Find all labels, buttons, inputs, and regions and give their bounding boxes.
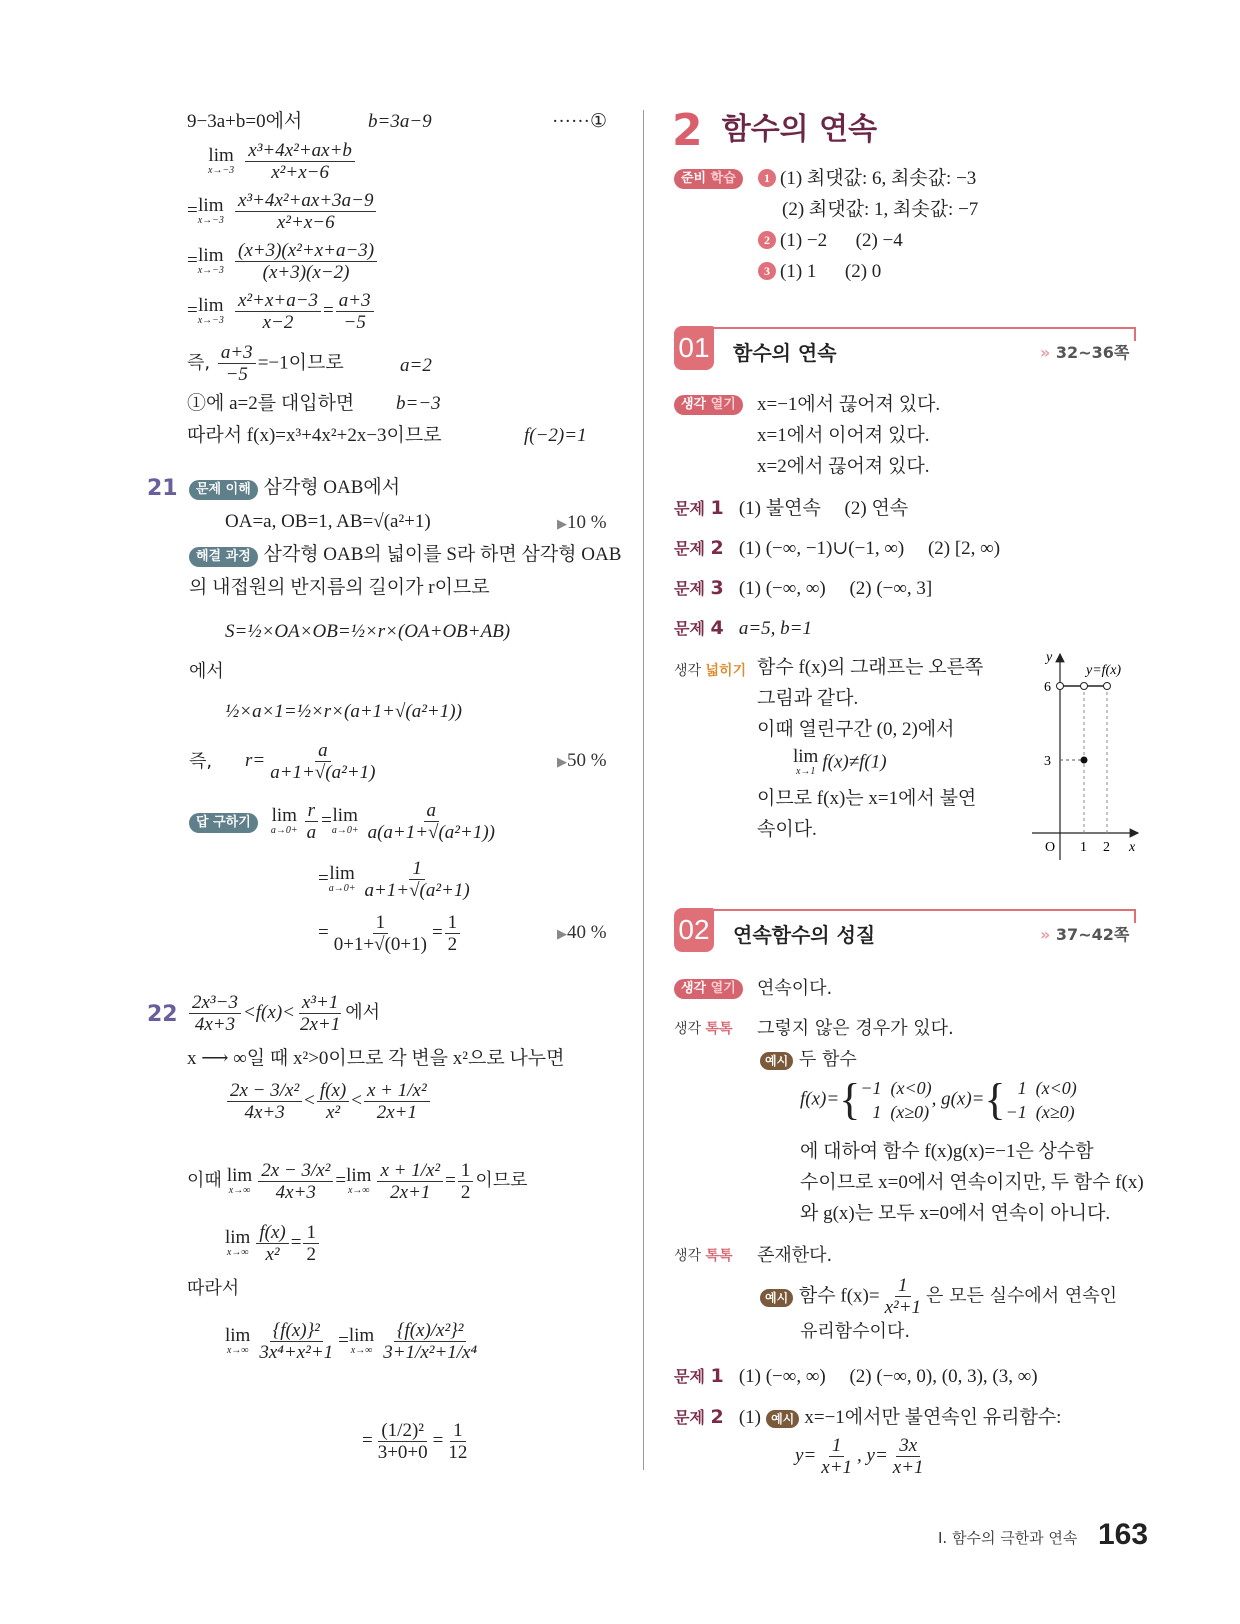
q20-step2: =lim x→−3 $\frac{\text{x³+4x²+ax+3a−9}}{\text{x²+x−6}}$ <box>187 190 378 233</box>
q20-step3: =lim x→−3 $\frac{\text{(x+3)(x²+x+a−3)}}{(x+3)(x-2)}$ <box>187 240 379 283</box>
prep-item-3: 3 (1) 1 (2) 0 <box>758 260 881 284</box>
circled-number-icon: 2 <box>758 231 776 249</box>
section-02-rule <box>712 909 1136 911</box>
score-50pct: ▶50 % <box>557 750 607 771</box>
chevron-right-icon: » <box>1040 343 1051 362</box>
section-02-number: 02 <box>674 908 714 952</box>
sec2-open-text: 연속이다. <box>757 978 833 999</box>
ex2-line2: 유리함수이다. <box>800 1321 911 1342</box>
q20-b-value: b=−3 <box>396 393 441 414</box>
example-1: 예시 두 함수 <box>760 1048 857 1072</box>
q22-limits: 이때 lim x→∞ $\frac{\text{2x − 3/x²}}{4x+3}$ =lim x→∞ $\frac{\text{x + 1/x²}}{2x+1}$ = $\frac{1}{2}$ 이므로 <box>187 1160 528 1203</box>
page-number: 163 <box>1098 1518 1149 1551</box>
q20-a-value: a=2 <box>400 355 432 376</box>
section-01-rule <box>712 327 1136 329</box>
q20-concl3: 따라서 f(x)=x³+4x²+2x−3이므로 <box>187 425 442 446</box>
sec2-problem-2-examples: y= $\frac{1}{x+1}$ , y= $\frac{3x}{x+1}$ <box>795 1435 924 1478</box>
prep-item-1: 1 (1) 최댓값: 6, 최솟값: −3 <box>758 167 976 191</box>
tag-think-tok-2: 생각 톡톡 <box>674 1248 733 1264</box>
function-graph <box>1020 640 1160 870</box>
q22-line2: x ⟶ ∞일 때 x²>0이므로 각 변을 x²으로 나누면 <box>187 1048 565 1069</box>
sec1-open-line2: x=1에서 이어져 있다. <box>757 425 930 446</box>
q20-answer: f(−2)=1 <box>524 425 587 446</box>
column-divider <box>643 110 644 1470</box>
q20-condition: 9−3a+b=0에서 <box>187 111 303 132</box>
tag-think-tok-1: 생각 톡톡 <box>674 1021 733 1037</box>
section-02-title: 연속함수의 성질 <box>733 923 876 947</box>
fraction: $\frac{\text{x³+4x²+ax+b}}{\text{x²+x−6}}$ <box>245 140 355 183</box>
q21-understand: 문제 이해 삼각형 OAB에서 <box>189 476 400 500</box>
tag-think-open: 생각 열기 <box>674 393 743 415</box>
expand-line2: 그림과 같다. <box>757 688 859 709</box>
tag-think-open-2: 생각 열기 <box>674 977 743 999</box>
tag-think-expand: 생각 넓히기 <box>674 663 747 679</box>
expand-line4: 이므로 f(x)는 x=1에서 불연 <box>757 788 977 809</box>
piecewise-defs: f(x)={ −1 (x<0) 1 (x≥0) , g(x)={ 1 (x<0) −1 (x≥0) <box>800 1075 1077 1124</box>
prep-item-2: 2 (1) −2 (2) −4 <box>758 229 903 253</box>
q20-line1 <box>187 110 302 134</box>
sec1-open-line1: x=−1에서 끊어져 있다. <box>757 394 941 415</box>
tag-prep-study: 준비 학습 <box>674 167 743 189</box>
section-01-title: 함수의 연속 <box>733 341 837 365</box>
q21-answer: 답 구하기 lim a→0+ $\frac{r}{a}$ =lim a→0+ $\frac{a}{\text{a(a+1+√(a²+1))}}$ <box>189 800 500 843</box>
circled-number-icon: 3 <box>758 262 776 280</box>
sec1-problem-2: 문제 2 (1) (−∞, −1)∪(−1, ∞) (2) [2, ∞) <box>674 537 1001 559</box>
svg-text:O: O <box>1045 840 1056 855</box>
svg-text:1: 1 <box>1080 840 1087 855</box>
chapter-title: 함수의 연속 <box>721 112 878 147</box>
expand-limit: lim x→1 f(x)≠f(1) <box>793 746 887 777</box>
tok2-text: 존재한다. <box>757 1245 833 1266</box>
q22-inequality: $\frac{\text{2x³−3}}{4x+3}$ <f(x)< $\frac{\text{x³+1}}{2x+1}$ 에서 <box>187 992 380 1035</box>
q21-process: 해결 과정 삼각형 OAB의 넓이를 S라 하면 삼각형 OAB <box>189 543 621 567</box>
q21-segments: OA=a, OB=1, AB=√(a²+1) <box>225 511 431 532</box>
expand-line1: 함수 f(x)의 그래프는 오른쪽 <box>757 657 984 678</box>
q20-step1 <box>208 140 357 183</box>
q22-therefore: 따라서 <box>187 1278 240 1299</box>
q22-divided: $\frac{\text{2x − 3/x²}}{4x+3}$ < $\frac{f(x)}{\text{x²}}$ < $\frac{\text{x + 1/x²}}{2x+1}$ <box>225 1080 432 1123</box>
question-number-22: 22 <box>147 1002 178 1027</box>
circled-number-icon: 1 <box>758 169 776 187</box>
tag-problem-understanding: 문제 이해 <box>189 480 258 500</box>
q21-r-expression: r= $\frac{a}{\text{a+1+√(a²+1)}}$ <box>245 740 376 783</box>
chevron-right-icon: » <box>1040 925 1051 944</box>
expand-line3: 이때 열린구간 (0, 2)에서 <box>757 719 955 740</box>
svg-text:2: 2 <box>1103 840 1110 855</box>
q22-final: = $\frac{\text{(1/2)²}}{3+0+0}$ = $\frac{1}{12}$ <box>362 1420 468 1463</box>
score-10pct: ▶10 % <box>557 512 607 533</box>
question-number-21: 21 <box>147 476 178 501</box>
q20-b-eq: b=3a−9 <box>368 111 432 132</box>
q21-final: = $\frac{1}{0+1+√(0+1)}$ = $\frac{1}{2}$ <box>318 912 462 955</box>
score-40pct: ▶40 % <box>557 922 607 943</box>
sec1-problem-1: 문제 1 (1) 불연속 (2) 연속 <box>674 497 909 519</box>
tag-solution-process: 해결 과정 <box>189 547 258 567</box>
chapter-number: 2 <box>672 105 703 156</box>
svg-text:x: x <box>1129 840 1136 855</box>
q21-eseo: 에서 <box>189 661 224 682</box>
q21-lim3: =lim a→0+ $\frac{1}{\text{a+1+√(a²+1)}}$ <box>318 858 470 901</box>
ex1-line1: 에 대하여 함수 f(x)g(x)=−1은 상수함 <box>800 1141 1094 1162</box>
section-01-pages: » 32~36쪽 <box>1040 343 1130 362</box>
tok1-text: 그렇지 않은 경우가 있다. <box>757 1018 954 1039</box>
sec2-problem-2: 문제 2 (1) 예시 x=−1에서만 불연속인 유리함수: <box>674 1406 1062 1428</box>
q20-step4: =lim x→−3 $\frac{\text{x²+x+a−3}}{x-2}$ = $\frac{a+3}{-5}$ <box>187 290 376 333</box>
chapter-heading <box>672 104 877 156</box>
lim-operator: lim x→−3 <box>208 144 235 176</box>
svg-text:y=f(x): y=f(x) <box>1086 663 1122 678</box>
q21-equation2: ½×a×1=½×r×(a+1+√(a²+1)) <box>225 701 462 722</box>
expand-line5: 속이다. <box>757 819 817 840</box>
section-01-rule-end <box>1134 327 1136 341</box>
ex1-line3: 와 g(x)는 모두 x=0에서 연속이 아니다. <box>800 1203 1111 1224</box>
q20-marker: ······① <box>552 111 607 132</box>
tag-example: 예시 <box>760 1289 793 1307</box>
tag-example: 예시 <box>766 1410 799 1428</box>
svg-text:y: y <box>1046 650 1053 665</box>
svg-text:3: 3 <box>1044 754 1051 769</box>
section-02-pages: » 37~42쪽 <box>1040 925 1130 944</box>
tag-find-answer: 답 구하기 <box>189 813 258 833</box>
tag-example: 예시 <box>760 1052 793 1070</box>
section-01-number: 01 <box>674 326 714 370</box>
sec1-problem-4: 문제 4 a=5, b=1 <box>674 617 812 639</box>
q22-lim-f: lim x→∞ $\frac{f(x)}{\text{x²}}$ = $\frac{1}{2}$ <box>225 1222 321 1265</box>
ex1-line2: 수이므로 x=0에서 연속이지만, 두 함수 f(x) <box>800 1172 1144 1193</box>
sec1-open-line3: x=2에서 끊어져 있다. <box>757 456 930 477</box>
q22-big-limit: lim x→∞ $\frac{\text{\{f(x)\}²}}{\text{3x⁴+x²+1}}$ =lim x→∞ $\frac{\text{\{f(x)/x²\}²}}{\text{3+1/x²+1/x⁴}}$ <box>225 1320 478 1363</box>
q21-area-equation: S=½×OA×OB=½×r×(OA+OB+AB) <box>225 621 511 642</box>
section-02-rule-end <box>1134 909 1136 923</box>
example-2: 예시 함수 f(x)= $\frac{1}{\text{x²+1}}$ 은 모든 실수에서 연속인 <box>760 1275 1117 1318</box>
svg-text:6: 6 <box>1044 680 1051 695</box>
footer-chapter: Ⅰ. 함수의 극한과 연속 <box>938 1529 1078 1547</box>
sec2-problem-1: 문제 1 (1) (−∞, ∞) (2) (−∞, 0), (0, 3), (3, ∞) <box>674 1365 1038 1387</box>
q20-concl2: ①에 a=2를 대입하면 <box>187 393 355 414</box>
prep-item-1-line2: (2) 최댓값: 1, 최솟값: −7 <box>782 199 979 220</box>
q21-r-prefix: 즉, <box>189 751 213 772</box>
q20-concl1: 즉, $\frac{a+3}{-5}$ =−1이므로 <box>187 342 344 385</box>
sec1-problem-3: 문제 3 (1) (−∞, ∞) (2) (−∞, 3] <box>674 577 933 599</box>
q21-line-b: 의 내접원의 반지름의 길이가 r이므로 <box>189 577 490 598</box>
